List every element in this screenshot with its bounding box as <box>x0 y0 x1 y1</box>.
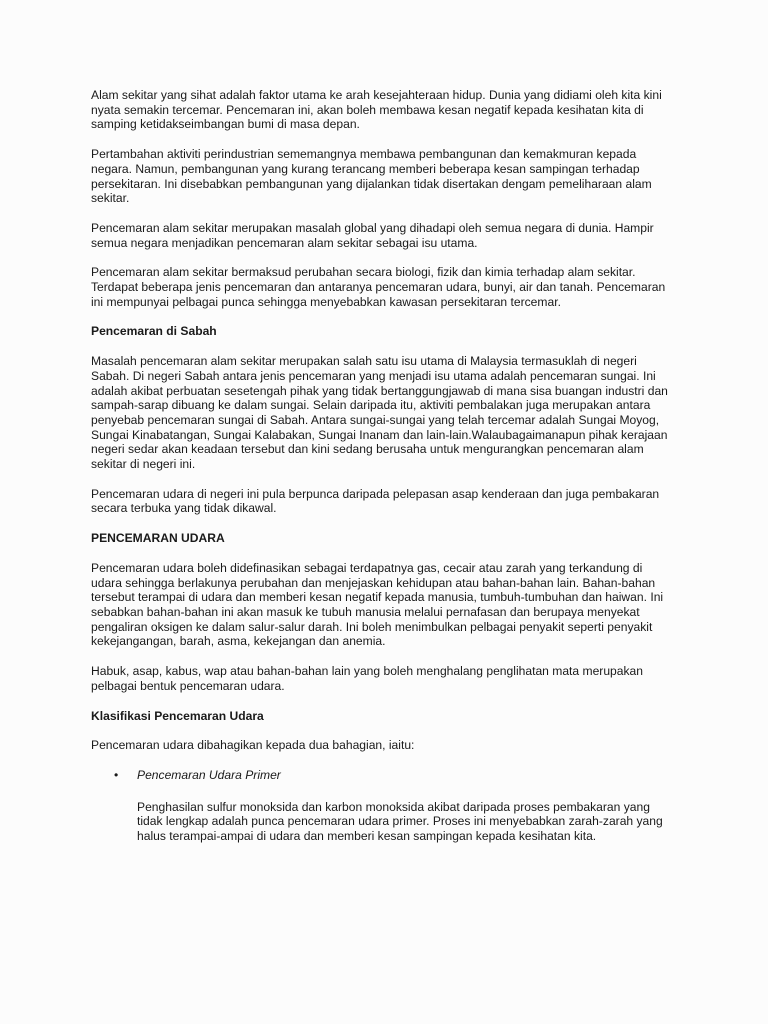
document-body <box>91 88 673 844</box>
paragraph: Masalah pencemaran alam sekitar merupakan salah satu isu utama di Malaysia termasuklah di negeri Sabah. Di negeri Sabah antara jenis pencemaran yang menjadi isu utama adalah pencemaran sungai. Ini adalah akibat perbuatan sesetengah pihak yang tidak bertanggungjawab di mana sisa buangan industri dan sampah-sarap dibuang ke dalam sungai. Selain daripada itu, aktiviti pembalakan juga merupakan antara penyebab pencemaran sungai di Sabah. Antara sungai-sungai yang telah tercemar adalah Sungai Moyog, Sungai Kinabatangan, Sungai Kalabakan, Sungai Inanam dan lain-lain.Walaubagaimanapun pihak kerajaan negeri sedar akan keadaan tersebut dan kini sedang berusaha untuk mengurangkan pencemaran alam sekitar di negeri ini. <box>91 354 668 472</box>
section-heading: Klasifikasi Pencemaran Udara <box>91 708 264 723</box>
paragraph: Habuk, asap, kabus, wap atau bahan-bahan lain yang boleh menghalang penglihatan mata merupakan pelbagai bentuk pencemaran udara. <box>91 664 644 693</box>
paragraph: Pencemaran udara dibahagikan kepada dua bahagian, iaitu: <box>91 738 415 753</box>
paragraph: Pencemaran alam sekitar bermaksud perubahan secara biologi, fizik dan kimia terhadap alam sekitar. Terdapat beberapa jenis pencemaran dan antaranya pencemaran udara, bunyi, air dan tanah. Pencemaran ini mempunyai pelbagai punca sehingga menyebabkan kawasan persekitaran tercemar. <box>91 265 666 309</box>
paragraph: Pencemaran udara boleh didefinasikan sebagai terdapatnya gas, cecair atau zarah yang terkandung di udara sehingga berlakunya perubahan dan menjejaskan kehidupan atau bahan-bahan lain. Bahan-bahan tersebut terampai di udara dan memberi kesan negatif kepada manusia, tumbuh-tumbuhan dan haiwan. Ini sebabkan bahan-bahan ini akan masuk ke tubuh manusia melalui pernafasan dan berupaya menyekat pengaliran oksigen ke dalam salur-salur darah. Ini boleh menimbulkan pelbagai penyakit seperti penyakit kekejangangan, barah, asma, kekejangan dan anemia. <box>91 560 664 649</box>
paragraph: Pertambahan aktiviti perindustrian sememangnya membawa pembangunan dan kemakmuran kepada negara. Namun, pembangunan yang kurang terancang memberi beberapa kesan sampingan terhadap persekitaran. Ini disebabkan pembangunan yang dijalankan tidak disertakan dengam pemeliharaan alam sekitar. <box>91 147 652 206</box>
section-heading: PENCEMARAN UDARA <box>91 531 225 546</box>
paragraph: Alam sekitar yang sihat adalah faktor utama ke arah kesejahteraan hidup. Dunia yang didiami oleh kita kini nyata semakin tercemar. Pencemaran ini, akan boleh membawa kesan negatif kepada kesihatan kita di samping ketidakseimbangan bumi di masa depan. <box>91 88 662 132</box>
bullet-item <box>91 768 673 783</box>
indented-paragraph: Penghasilan sulfur monoksida dan karbon monoksida akibat daripada proses pembakaran yang tidak lengkap adalah punca pencemaran udara primer. Proses ini menyebabkan zarah-zarah yang halus terampai-ampai di udara dan memberi kesan sampingan kepada kesihatan kita. <box>137 799 663 844</box>
bullet-label: Pencemaran Udara Primer <box>137 767 281 782</box>
section-heading: Pencemaran di Sabah <box>91 324 217 339</box>
bullet-icon: • <box>114 767 119 782</box>
paragraph: Pencemaran alam sekitar merupakan masalah global yang dihadapi oleh semua negara di dunia. Hampir semua negara menjadikan pencemaran alam sekitar sebagai isu utama. <box>91 220 654 250</box>
paragraph: Pencemaran udara di negeri ini pula berpunca daripada pelepasan asap kenderaan dan juga pembakaran secara terbuka yang tidak dikawal. <box>91 486 660 516</box>
